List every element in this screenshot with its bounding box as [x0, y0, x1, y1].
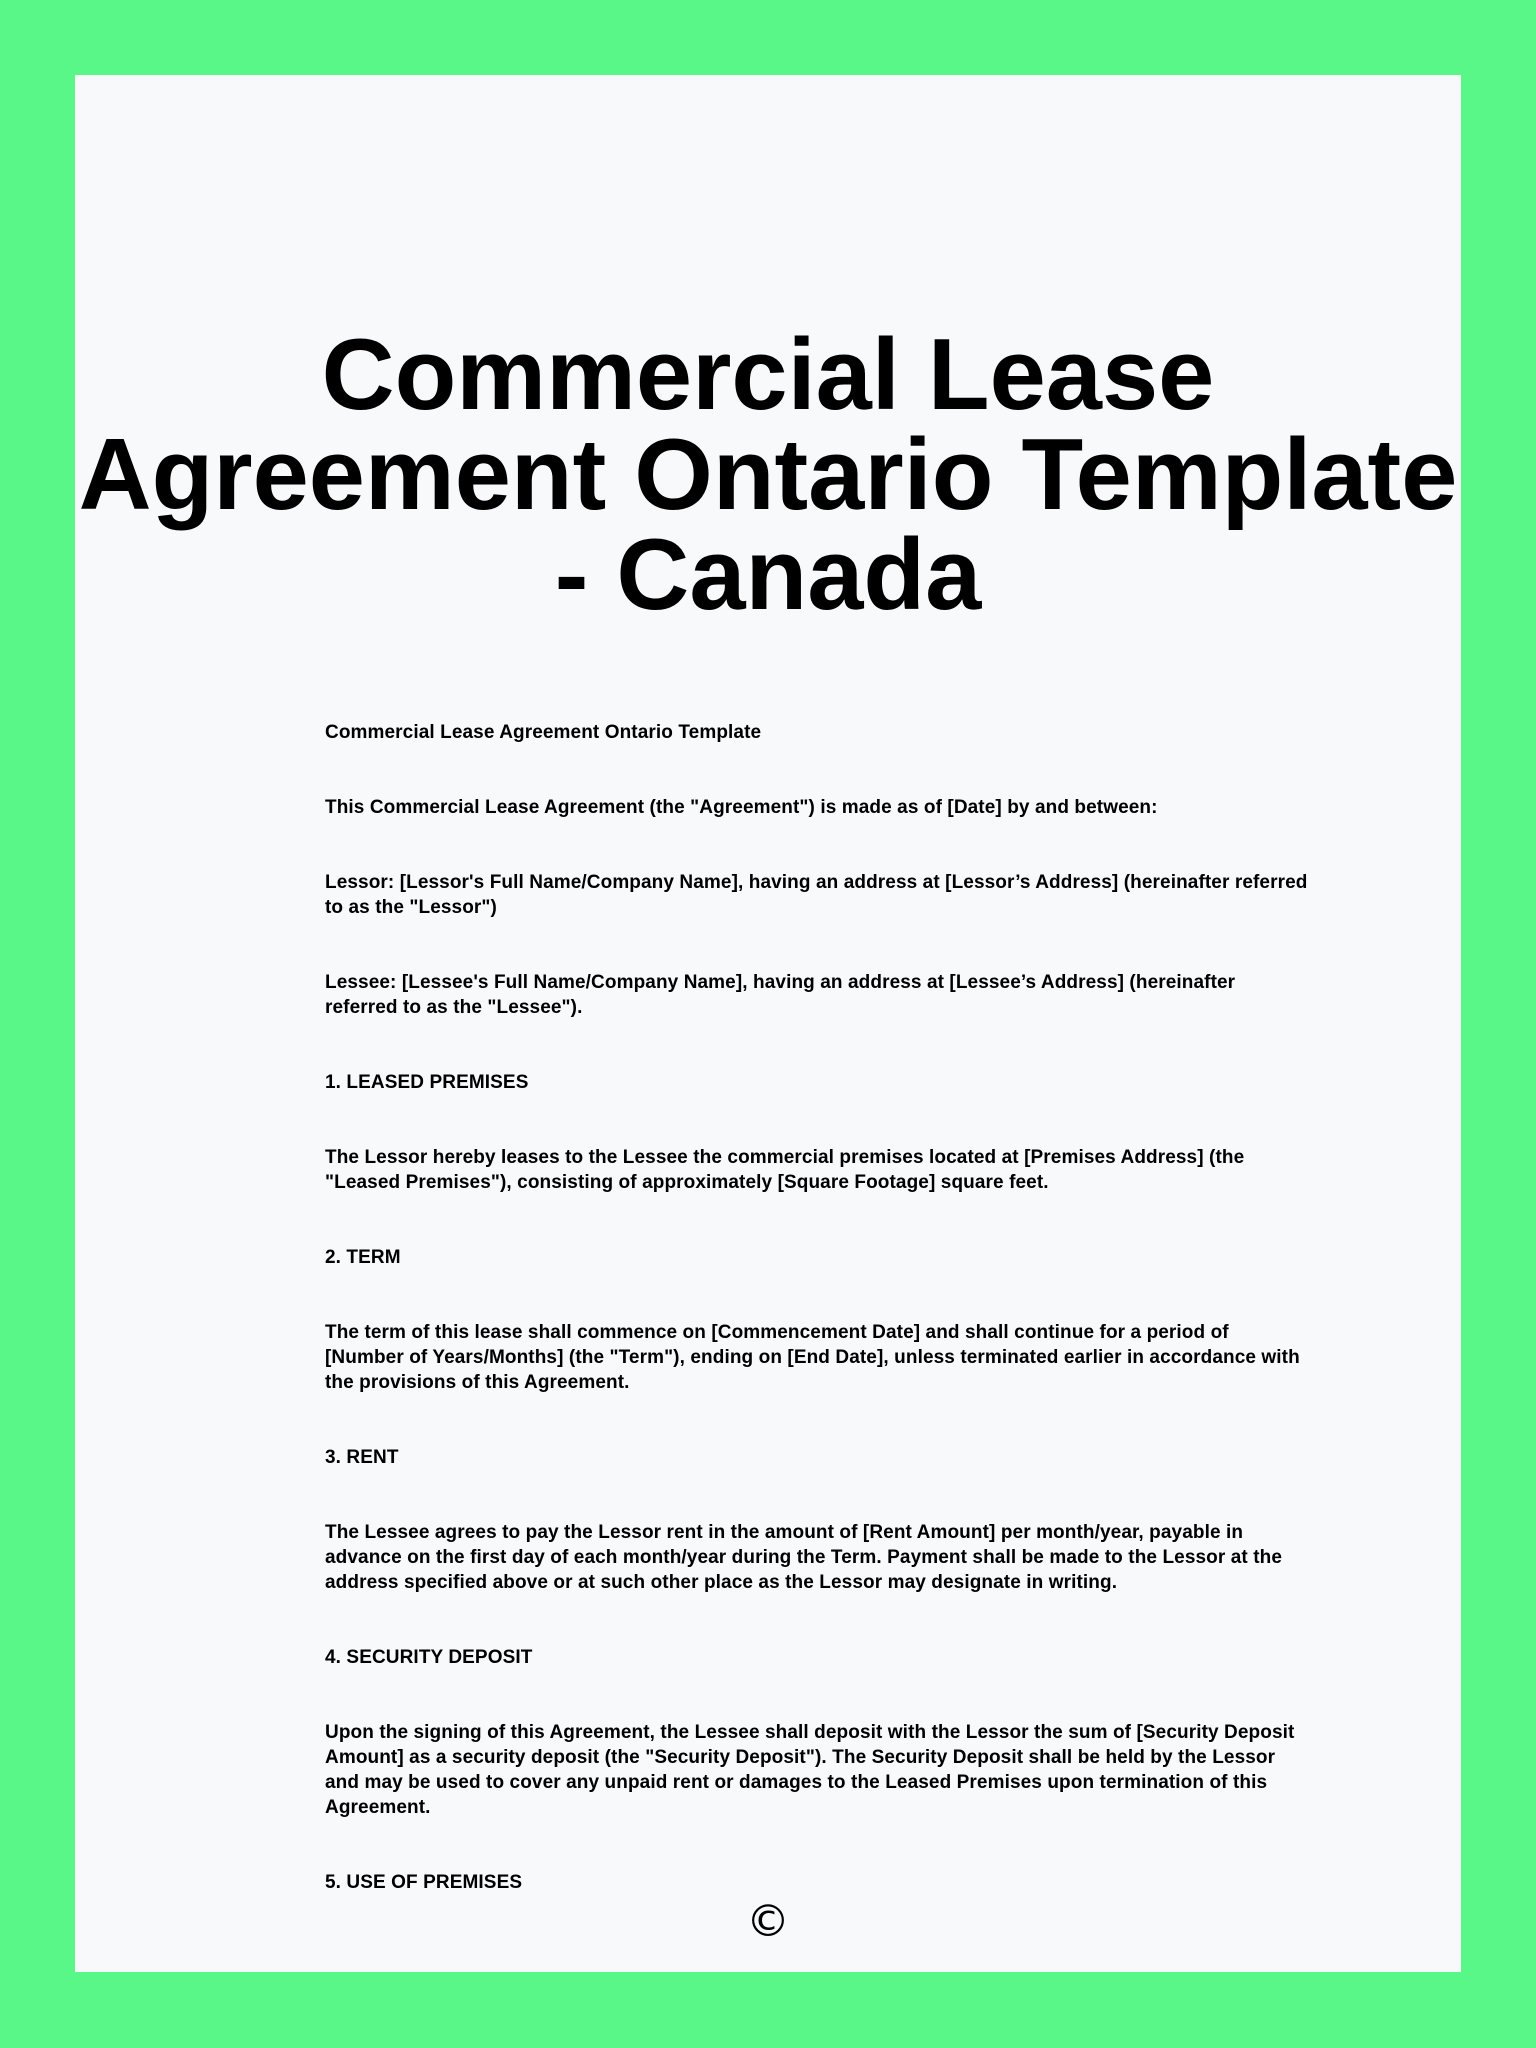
section-heading-term: 2. TERM — [325, 1247, 401, 1268]
title-line-1: Commercial Lease — [321, 319, 1215, 431]
copyright-icon: © — [746, 1896, 790, 1947]
intro-paragraph: This Commercial Lease Agreement (the "Agreement") is made as of [Date] by and between: — [325, 797, 1158, 818]
rent-paragraph: The Lessee agrees to pay the Lessor rent in the amount of [Rent Amount] per month/year, payable in advance on the first day of each month/year during the Term. Payment shall be made to the Lessor at the address specified above or at such other place as the Lessor may designate in writing. — [325, 1522, 1283, 1593]
page-title — [0, 319, 1536, 631]
section-heading-leased-premises: 1. LEASED PREMISES — [325, 1072, 529, 1093]
document-page — [75, 75, 1461, 1972]
lessee-paragraph: Lessee: [Lessee's Full Name/Company Name], having an address at [Lessee’s Address] (hereinafter referred to as the "Lessee"). — [325, 972, 1236, 1018]
document-subtitle: Commercial Lease Agreement Ontario Template — [325, 722, 762, 743]
section-heading-use-of-premises: 5. USE OF PREMISES — [325, 1872, 523, 1893]
lessor-paragraph: Lessor: [Lessor's Full Name/Company Name], having an address at [Lessor’s Address] (hereinafter referred to as the "Lessor") — [325, 872, 1308, 918]
section-heading-security-deposit: 4. SECURITY DEPOSIT — [325, 1647, 533, 1668]
title-line-3: - Canada — [554, 519, 982, 631]
section-heading-rent: 3. RENT — [325, 1447, 399, 1468]
leased-premises-paragraph: The Lessor hereby leases to the Lessee the commercial premises located at [Premises Address] (the "Leased Premises"), consisting of approximately [Square Footage] square feet. — [325, 1147, 1245, 1193]
document-body — [325, 720, 1365, 1895]
term-paragraph: The term of this lease shall commence on [Commencement Date] and shall continue for a period of [Number of Years/Months] (the "Term"), ending on [End Date], unless terminated earlier in accordance with the provisions of this Agreement. — [325, 1322, 1300, 1393]
title-line-2: Agreement Ontario Template — [78, 419, 1458, 531]
security-deposit-paragraph: Upon the signing of this Agreement, the Lessee shall deposit with the Lessor the sum of [Security Deposit Amount] as a security deposit (the "Security Deposit"). The Security Deposit shall be held by the Lessor and may be used to cover any unpaid rent or damages to the Leased Premises upon termination of this Agreement. — [325, 1722, 1295, 1818]
